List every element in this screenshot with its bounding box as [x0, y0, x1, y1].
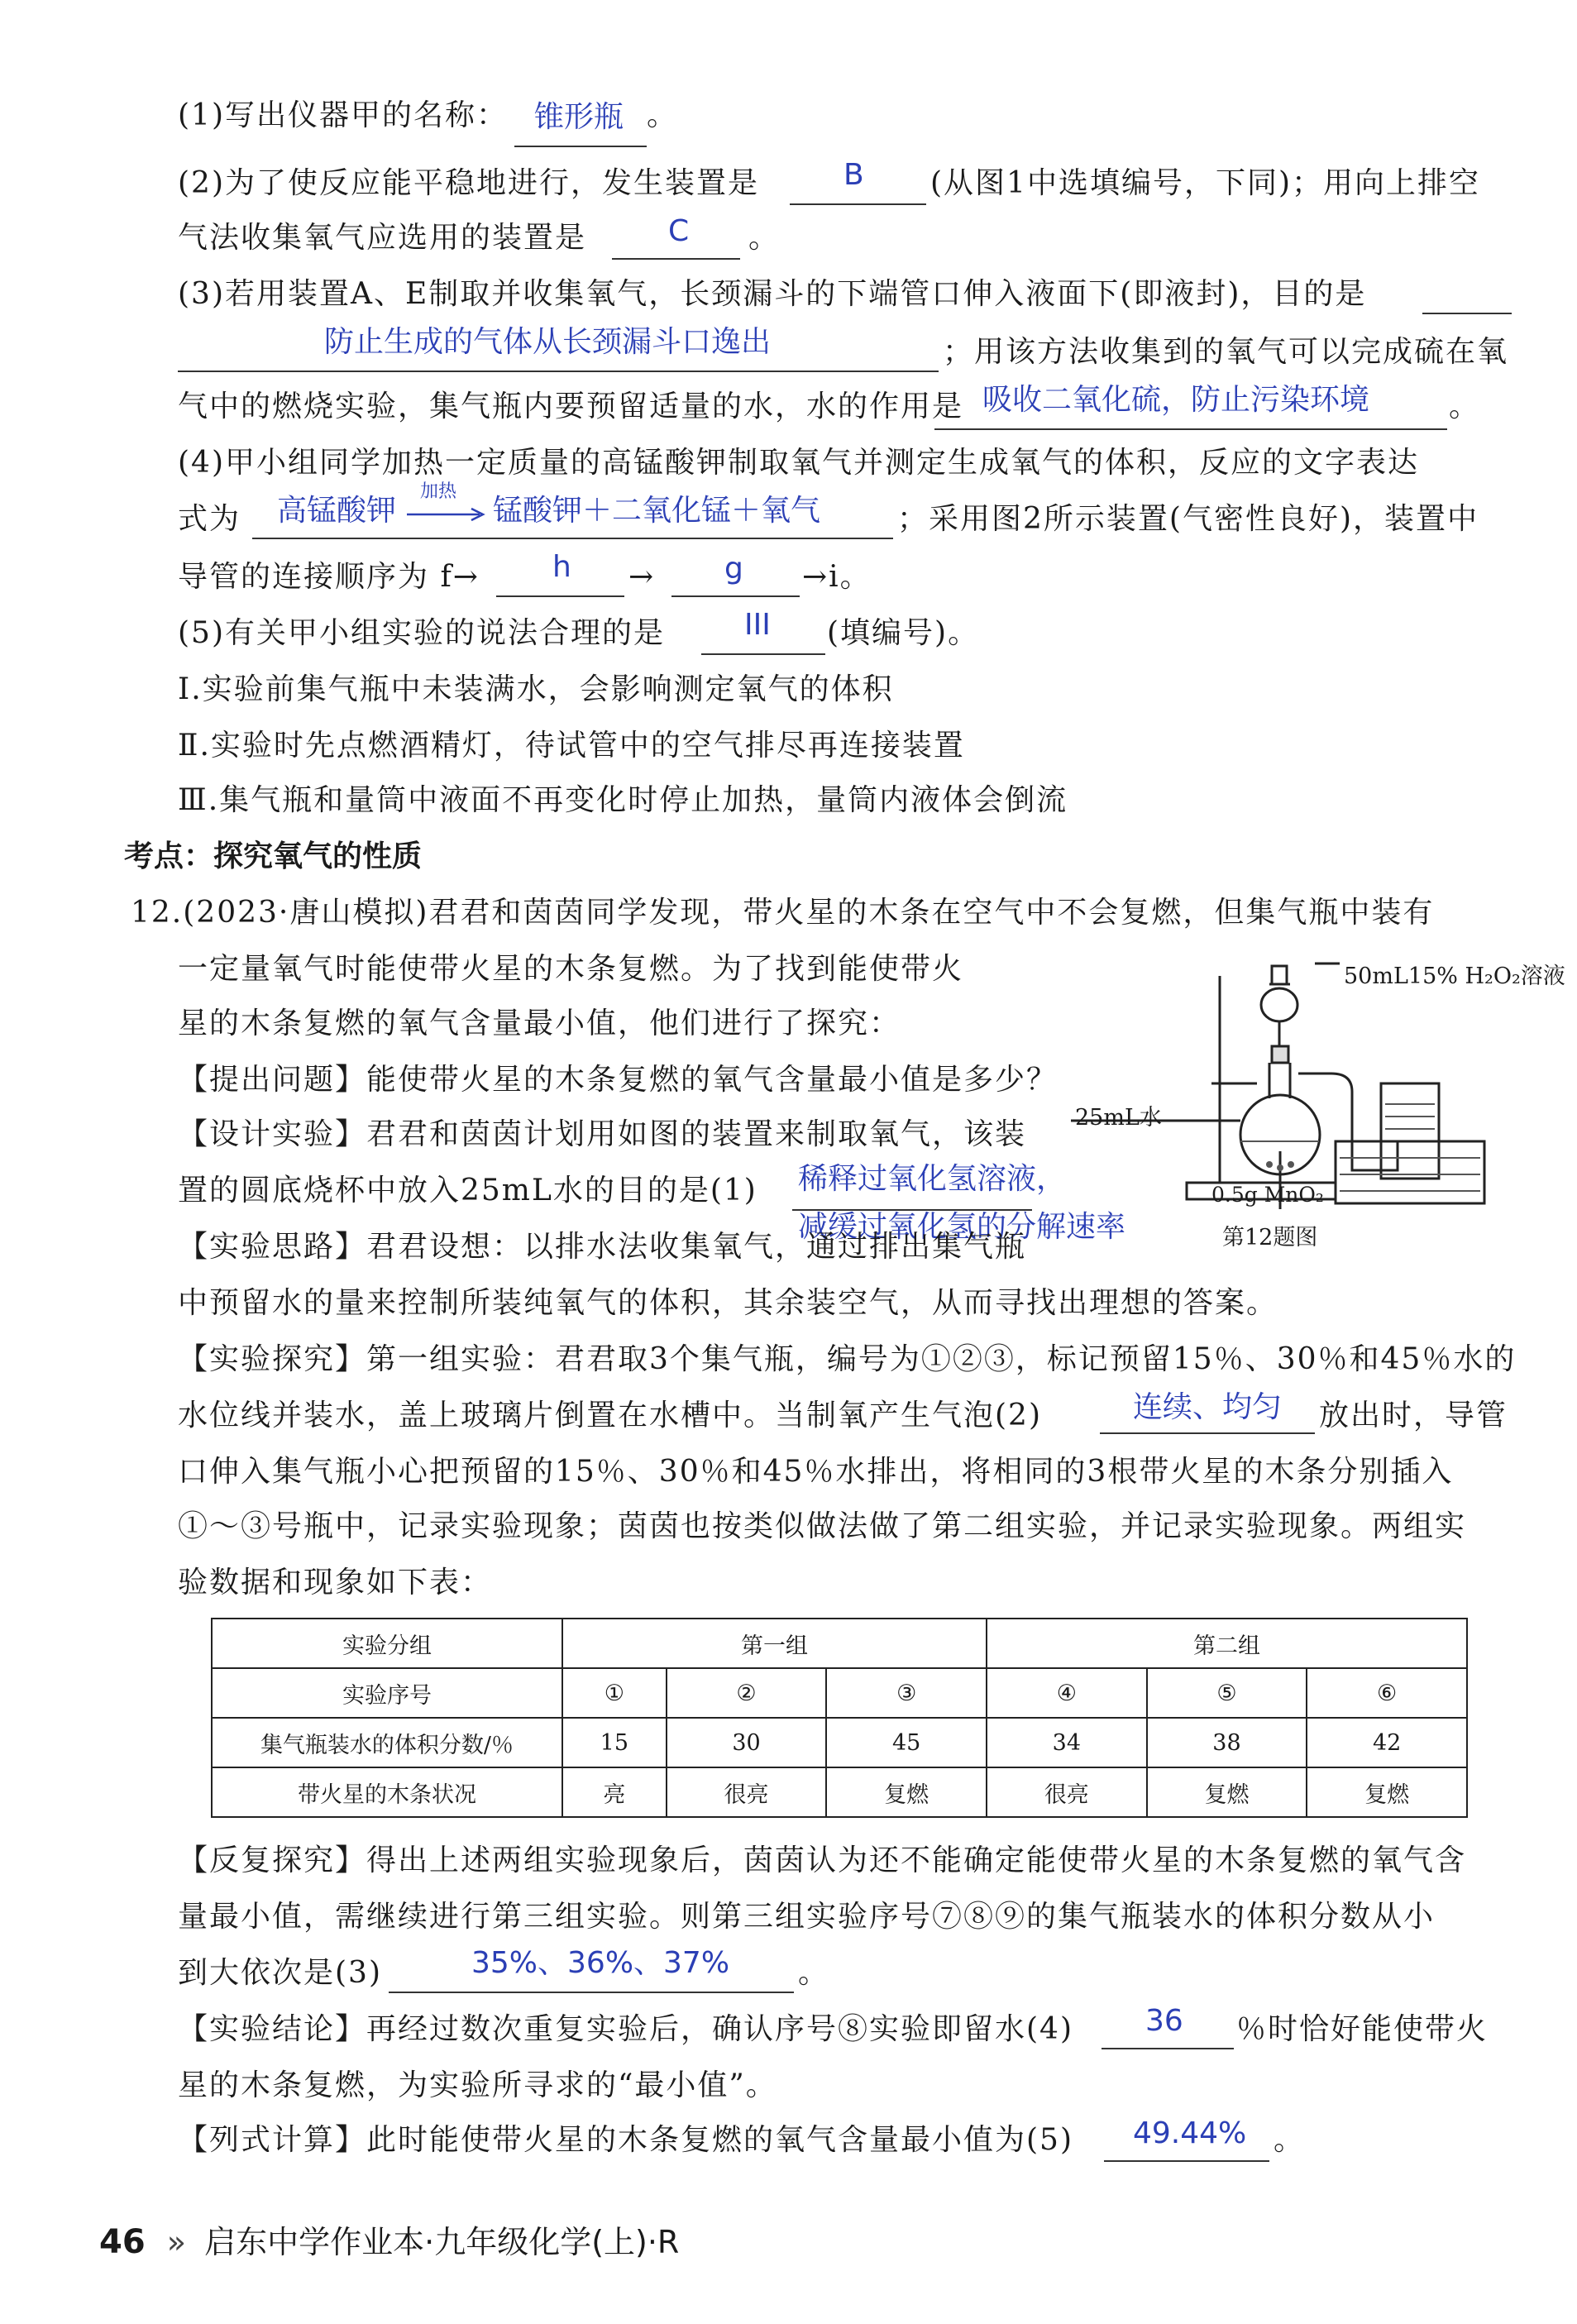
q12-line17-post: ％时恰好能使带火	[1236, 2012, 1489, 2046]
q3-blank-b	[178, 371, 939, 372]
q1-answer: 锥形瓶	[534, 100, 624, 134]
q12-line7: 【实验思路】君君设想：以排水法收集氧气，通过排出集气瓶	[178, 1230, 1027, 1264]
q5-text-pre: (5)有关甲小组实验的说法合理的是	[178, 616, 665, 650]
q4-line3-pre: 导管的连接顺序为 f→	[178, 560, 480, 594]
page-number: 46	[99, 2223, 146, 2261]
table-cell: 34	[987, 1718, 1147, 1767]
q1-text: (1)写出仪器甲的名称：	[178, 98, 508, 132]
q12-line5: 【设计实验】君君和茵茵计划用如图的装置来制取氧气，该装	[178, 1117, 1027, 1151]
q4-line2-pre: 式为	[178, 502, 241, 536]
q12-line12: ①～③号瓶中，记录实验现象；茵茵也按类似做法做了第二组实验，并记录实验现象。两组实	[178, 1509, 1467, 1543]
q4-answer-h: h	[552, 550, 571, 584]
table-cell: ⑤	[1147, 1668, 1307, 1718]
q4-eq-right: 锰酸钾＋二氧化锰＋氧气	[493, 494, 821, 528]
q12-line11: 口伸入集气瓶小心把预留的15％、30％和45％水排出，将相同的3根带火星的木条分别插入	[178, 1455, 1454, 1489]
q12-line10-post: 放出时，导管	[1319, 1399, 1508, 1432]
q12-line14: 【反复探究】得出上述两组实验现象后，茵茵认为还不能确定能使带火星的木条复燃的氧气含	[178, 1843, 1467, 1877]
q4-blank-eq	[252, 538, 893, 539]
fig-label-water: 25mL水	[1075, 1105, 1162, 1131]
q1-end: 。	[647, 98, 679, 132]
table-cell: ①	[562, 1668, 667, 1718]
q12-line6-pre: 置的圆底烧杯中放入25mL水的目的是(1)	[178, 1174, 757, 1207]
q3-end: 。	[1449, 390, 1481, 423]
table-row-label: 实验序号	[212, 1668, 562, 1718]
q2-line2-pre: 气法收集氧气应选用的装置是	[178, 221, 587, 255]
table-group-2: 第二组	[987, 1619, 1467, 1668]
q12-blank4	[1102, 2048, 1234, 2049]
q12-blank3	[389, 1992, 794, 1993]
q4-line2-post: ；采用图2所示装置(气密性良好)，装置中	[897, 502, 1479, 536]
fig-label-mno2: 0.5g MnO₂	[1211, 1183, 1324, 1207]
q12-line10-pre: 水位线并装水，盖上玻璃片倒置在水槽中。当制氧产生气泡(2)	[178, 1399, 1042, 1432]
table-cell: 亮	[562, 1767, 667, 1817]
q5-answer: III	[744, 608, 771, 642]
book-title: 启东中学作业本·九年级化学(上)·R	[204, 2224, 680, 2260]
table-row	[212, 1619, 1467, 1668]
table-row-label: 集气瓶装水的体积分数/％	[212, 1718, 562, 1767]
section-title: 考点：探究氧气的性质	[124, 839, 423, 873]
q12-line17-pre: 【实验结论】再经过数次重复实验后，确认序号⑧实验即留水(4)	[178, 2012, 1073, 2046]
q3-answer-water: 吸收二氧化硫，防止污染环境	[982, 383, 1370, 417]
q4-eq-left: 高锰酸钾	[277, 494, 397, 528]
table-cell: 30	[667, 1718, 827, 1767]
q4-blank-g	[671, 595, 800, 597]
q12-line16-pre: 到大依次是(3)	[178, 1956, 382, 1990]
q2-blank-gen	[790, 203, 926, 205]
table-row	[212, 1668, 1467, 1718]
table-cell: 45	[826, 1718, 987, 1767]
q4-answer-g: g	[724, 552, 743, 586]
q12-answer2: 连续、均匀	[1133, 1390, 1283, 1424]
q12-line13: 验数据和现象如下表：	[178, 1566, 493, 1600]
table-row-label: 实验分组	[212, 1619, 562, 1668]
fig-caption: 第12题图	[1222, 1225, 1318, 1250]
table-cell: ⑥	[1307, 1668, 1467, 1718]
q12-line1: 12.(2023·唐山模拟)君君和茵茵同学发现，带火星的木条在空气中不会复燃，但集气瓶中装有	[131, 896, 1435, 930]
q12-line19-pre: 【列式计算】此时能使带火星的木条复燃的氧气含量最小值为(5)	[178, 2123, 1073, 2157]
q12-line15: 量最小值，需继续进行第三组实验。则第三组实验序号⑦⑧⑨的集气瓶装水的体积分数从小	[178, 1900, 1436, 1934]
table-row-label: 带火星的木条状况	[212, 1767, 562, 1817]
table-row	[212, 1718, 1467, 1767]
table-cell: ②	[667, 1668, 827, 1718]
q5-option-3: Ⅲ.集气瓶和量筒中液面不再变化时停止加热，量筒内液体会倒流	[178, 783, 1068, 817]
q12-answer3: 35%、36%、37%	[471, 1946, 730, 1980]
q3-line1: (3)若用装置A、E制取并收集氧气，长颈漏斗的下端管口伸入液面下(即液封)，目的是	[178, 277, 1367, 311]
table-cell: 42	[1307, 1718, 1467, 1767]
q12-line8: 中预留水的量来控制所装纯氧气的体积，其余装空气，从而寻找出理想的答案。	[178, 1286, 1278, 1320]
q12-answer5: 49.44%	[1133, 2116, 1247, 2150]
table-cell: 很亮	[987, 1767, 1147, 1817]
table-group-1: 第一组	[562, 1619, 987, 1668]
q4-end: →i。	[802, 560, 872, 594]
q2-answer-col: C	[668, 214, 690, 248]
q12-blank2	[1100, 1432, 1315, 1434]
q1-blank	[514, 146, 647, 147]
q2-answer-gen: B	[843, 158, 864, 192]
table-cell: 复燃	[1147, 1767, 1307, 1817]
q4-arrow: →	[628, 560, 656, 594]
table-cell: 复燃	[826, 1767, 987, 1817]
q5-blank	[701, 653, 825, 655]
q3-answer-purpose: 防止生成的气体从长颈漏斗口逸出	[324, 325, 772, 359]
q12-blank5	[1104, 2160, 1269, 2162]
q2-end: 。	[748, 221, 781, 255]
q12-answer1-b: 减缓过氧化氢的分解速率	[798, 1210, 1126, 1244]
q2-line1-post: (从图1中选填编号，下同)；用向上排空	[930, 166, 1480, 200]
q12-line2: 一定量氧气时能使带火星的木条复燃。为了找到能使带火	[178, 952, 964, 986]
q12-line9: 【实验探究】第一组实验：君君取3个集气瓶，编号为①②③，标记预留15％、30％和45％水的	[178, 1342, 1517, 1376]
q12-line16-post: 。	[798, 1956, 830, 1990]
q12-line19-post: 。	[1274, 2123, 1306, 2157]
q12-line3: 星的木条复燃的氧气含量最小值，他们进行了探究：	[178, 1007, 901, 1040]
q3-blank-water	[934, 428, 1447, 430]
q4-blank-h	[496, 595, 624, 597]
q5-option-1: Ⅰ.实验前集气瓶中未装满水，会影响测定氧气的体积	[178, 672, 894, 706]
q4-eq-cond: 加热	[420, 481, 457, 502]
q3-line3-pre: 气中的燃烧实验，集气瓶内要预留适量的水，水的作用是	[178, 390, 964, 423]
table-cell: ④	[987, 1668, 1147, 1718]
q5-text-post: (填编号)。	[827, 616, 980, 650]
q2-line1-pre: (2)为了使反应能平稳地进行，发生装置是	[178, 166, 759, 200]
q12-answer1-a: 稀释过氧化氢溶液，	[798, 1162, 1067, 1196]
table-cell: ③	[826, 1668, 987, 1718]
page-footer	[99, 2223, 679, 2261]
double-chevron-icon: »	[166, 2224, 187, 2260]
fig-label-top: 50mL15% H₂O₂溶液	[1344, 964, 1565, 989]
q12-line4: 【提出问题】能使带火星的木条复燃的氧气含量最小值是多少？	[178, 1063, 1059, 1097]
data-table	[211, 1618, 1468, 1818]
q4-reaction-arrow	[405, 506, 488, 523]
q3-blank-a	[1422, 313, 1512, 314]
table-cell: 复燃	[1307, 1767, 1467, 1817]
table-row	[212, 1767, 1467, 1817]
q3-line2-post: ；用该方法收集到的氧气可以完成硫在氧	[943, 335, 1509, 369]
q5-option-2: Ⅱ.实验时先点燃酒精灯，待试管中的空气排尽再连接装置	[178, 729, 965, 763]
q2-blank-col	[612, 258, 740, 260]
table-cell: 38	[1147, 1718, 1307, 1767]
q4-line1: (4)甲小组同学加热一定质量的高锰酸钾制取氧气并测定生成氧气的体积，反应的文字表达	[178, 446, 1419, 480]
q12-line18: 星的木条复燃，为实验所寻求的“最小值”。	[178, 2068, 777, 2102]
table-cell: 很亮	[667, 1767, 827, 1817]
q12-answer4: 36	[1145, 2004, 1183, 2038]
table-cell: 15	[562, 1718, 667, 1767]
